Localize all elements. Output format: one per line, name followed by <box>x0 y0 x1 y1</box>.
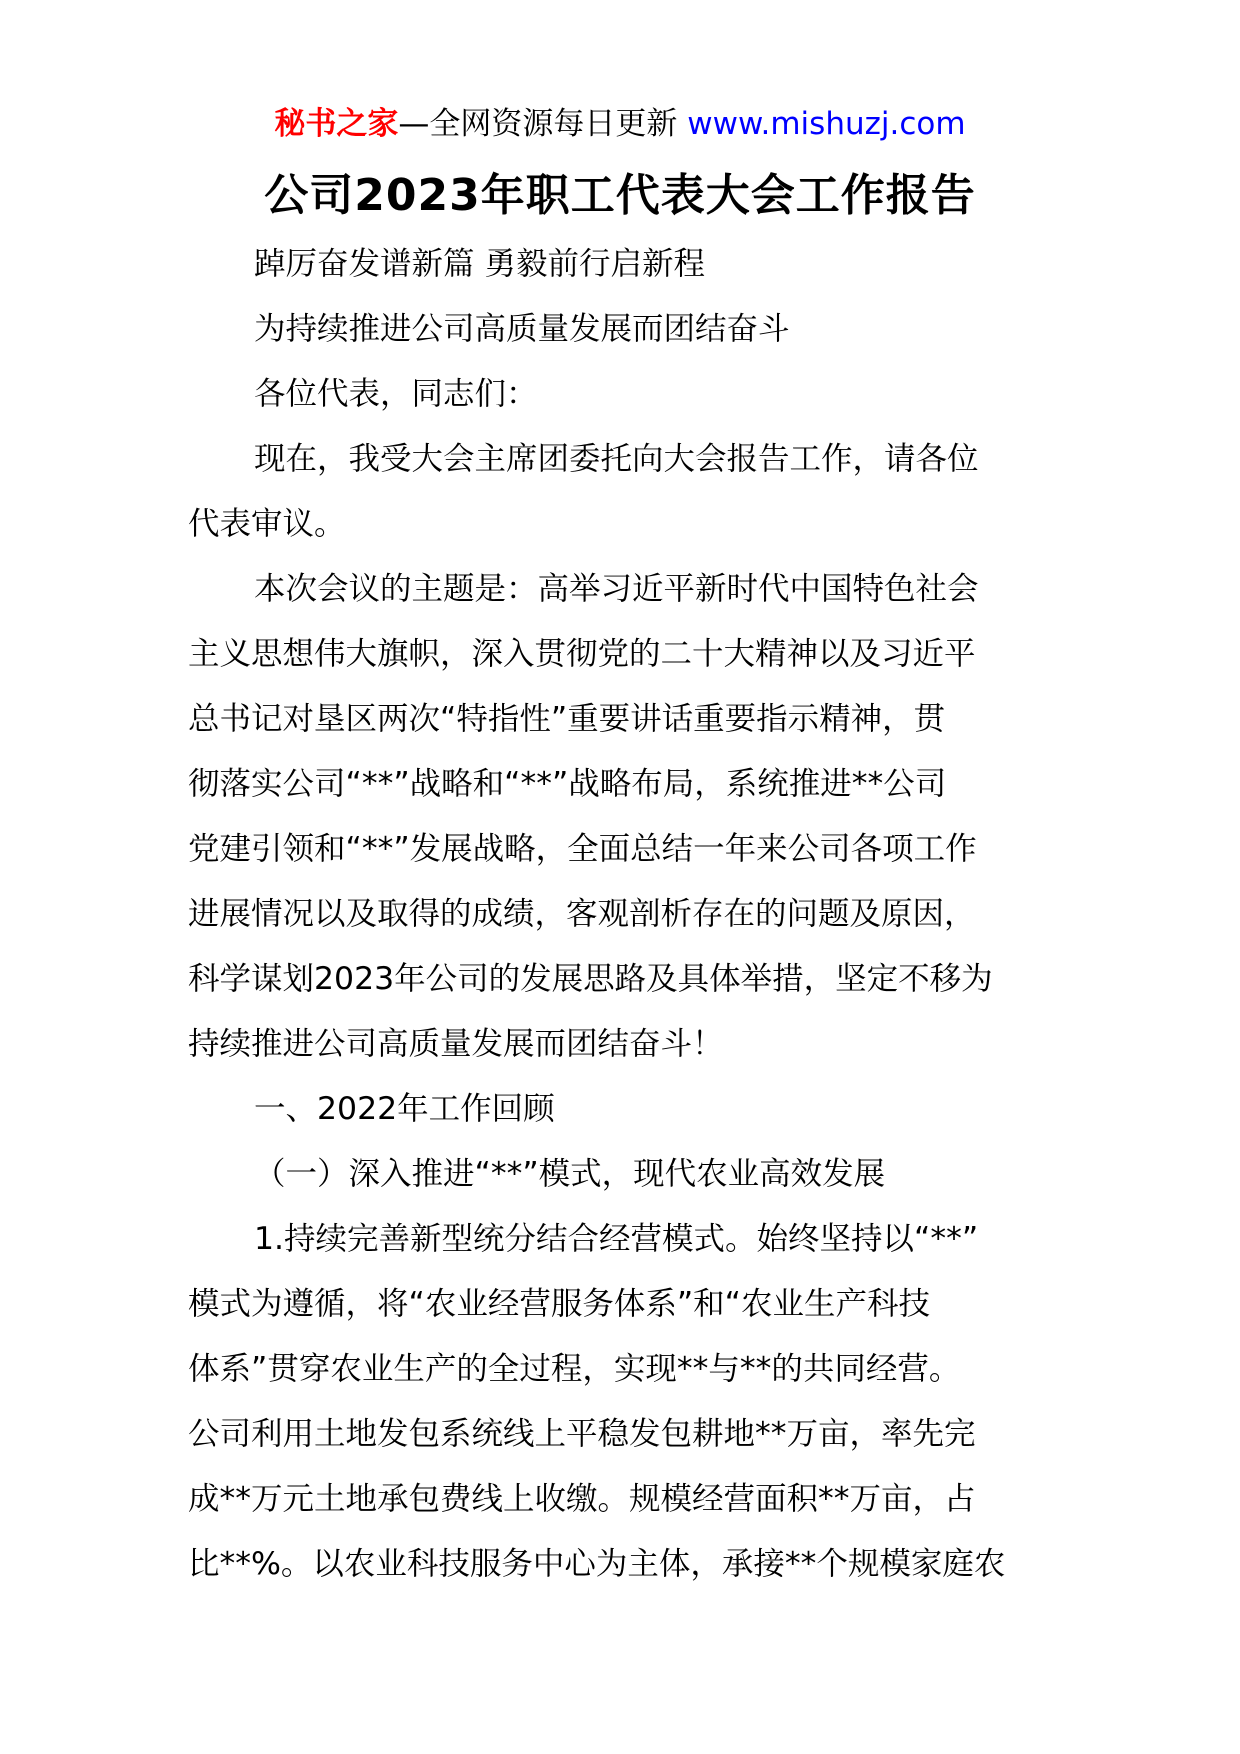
paragraph-line: 代表审议。 <box>188 506 346 542</box>
subtitle-line: 为持续推进公司高质量发展而团结奋斗 <box>254 311 790 347</box>
paragraph-line: 公司利用土地发包系统线上平稳发包耕地**万亩，率先完 <box>188 1416 976 1452</box>
paragraph-line: 彻落实公司“**”战略和“**”战略布局，系统推进**公司 <box>188 766 947 802</box>
paragraph-line: 比**%。以农业科技服务中心为主体，承接**个规模家庭农 <box>188 1546 1006 1582</box>
subtitle-line: 踔厉奋发谱新篇 勇毅前行启新程 <box>254 246 706 282</box>
site-slogan: —全网资源每日更新 <box>398 106 688 142</box>
subsection-heading: （一）深入推进“**”模式，现代农业高效发展 <box>254 1156 886 1192</box>
section-heading: 一、2022年工作回顾 <box>254 1091 555 1127</box>
paragraph-line: 总书记对垦区两次“特指性”重要讲话重要指示精神，贯 <box>188 701 946 737</box>
site-header <box>0 104 1240 144</box>
paragraph-line: 模式为遵循，将“农业经营服务体系”和“农业生产科技 <box>188 1286 930 1322</box>
paragraph-line: 持续推进公司高质量发展而团结奋斗！ <box>188 1026 724 1062</box>
paragraph-line: 主义思想伟大旗帜，深入贯彻党的二十大精神以及习近平 <box>188 636 976 672</box>
paragraph-line: 成**万元土地承包费线上收缴。规模经营面积**万亩，占 <box>188 1481 976 1517</box>
paragraph-line: 科学谋划2023年公司的发展思路及具体举措，坚定不移为 <box>188 961 993 997</box>
paragraph-line: 1.持续完善新型统分结合经营模式。始终坚持以“**” <box>254 1221 979 1257</box>
site-url-link[interactable]: www.mishuzj.com <box>687 106 966 142</box>
document-title: 公司2023年职工代表大会工作报告 <box>264 170 976 221</box>
paragraph-line: 进展情况以及取得的成绩，客观剖析存在的问题及原因， <box>188 896 976 932</box>
site-brand: 秘书之家 <box>274 106 399 142</box>
paragraph-line: 党建引领和“**”发展战略，全面总结一年来公司各项工作 <box>188 831 977 867</box>
paragraph-line: 体系”贯穿农业生产的全过程，实现**与**的共同经营。 <box>188 1351 961 1387</box>
paragraph-line: 本次会议的主题是：高举习近平新时代中国特色社会 <box>254 571 979 607</box>
document-body <box>188 232 1058 1597</box>
salutation: 各位代表，同志们： <box>254 376 538 412</box>
paragraph-line: 现在，我受大会主席团委托向大会报告工作，请各位 <box>254 441 979 477</box>
